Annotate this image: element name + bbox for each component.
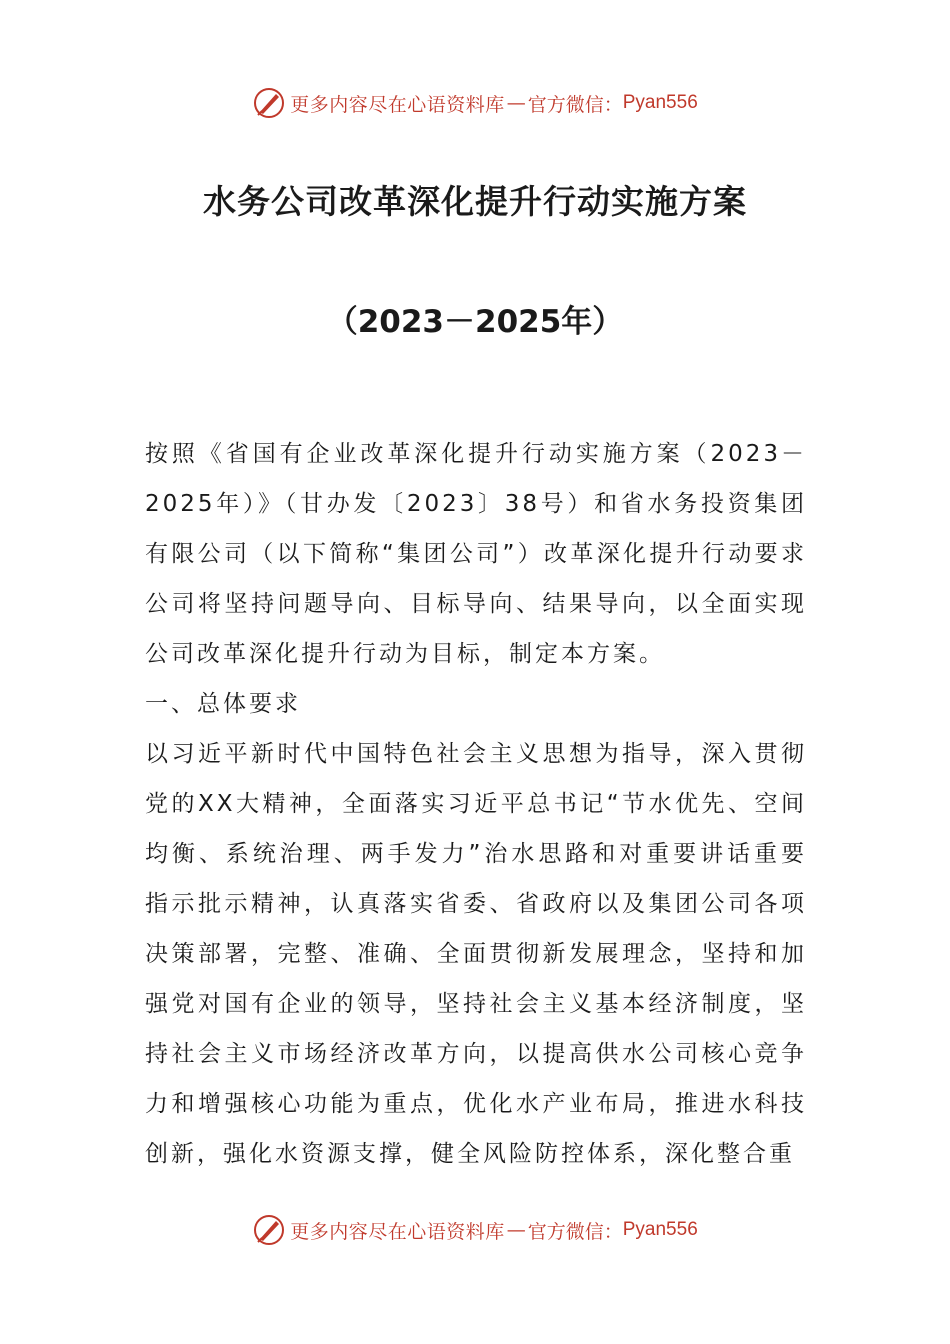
header-watermark — [0, 83, 950, 123]
quill-logo-icon — [252, 86, 286, 120]
section-heading: 一、总体要求 — [145, 691, 301, 717]
document-subtitle: （2023－2025年） — [326, 304, 624, 340]
watermark-wechat-id: Pyan556 — [622, 92, 698, 113]
document-title: 水务公司改革深化提升行动实施方案 — [203, 182, 747, 221]
watermark-dash: — — [506, 92, 526, 114]
watermark-text: 更多内容尽在心语资料库 — [290, 93, 505, 116]
document-body — [145, 429, 807, 1179]
quill-logo-icon — [252, 1213, 286, 1247]
watermark-wechat-id: Pyan556 — [622, 1219, 698, 1240]
paragraph-general-requirements: 以习近平新时代中国特色社会主义思想为指导，深入贯彻党的XX大精神，全面落实习近平总书记“节水优先、空间均衡、系统治理、两手发力”治水思路和对重要讲话重要指示批示精神，认真落实省委、省政府以及集团公司各项决策部署，完整、准确、全面贯彻新发展理念，坚持和加强党对国有企业的领导，坚持社会主义基本经济制度，坚持社会主义市场经济改革方向，以提高供水公司核心竞争力和增强核心功能为重点，优化水产业布局，推进水科技创新，强化水资源支撑，健全风险防控体系，深化整合重 — [145, 741, 807, 1167]
watermark-dash: — — [506, 1219, 526, 1241]
watermark-label: 官方微信： — [527, 93, 623, 116]
watermark-label: 官方微信： — [527, 1220, 623, 1243]
watermark-text: 更多内容尽在心语资料库 — [290, 1220, 505, 1243]
footer-watermark — [0, 1210, 950, 1250]
paragraph-intro: 按照《省国有企业改革深化提升行动实施方案（2023－2025年）》（甘办发〔2023〕38号）和省水务投资集团有限公司（以下简称“集团公司”）改革深化提升行动要求公司将坚持问题导向、目标导向、结果导向，以全面实现公司改革深化提升行动为目标，制定本方案。 — [145, 441, 807, 667]
